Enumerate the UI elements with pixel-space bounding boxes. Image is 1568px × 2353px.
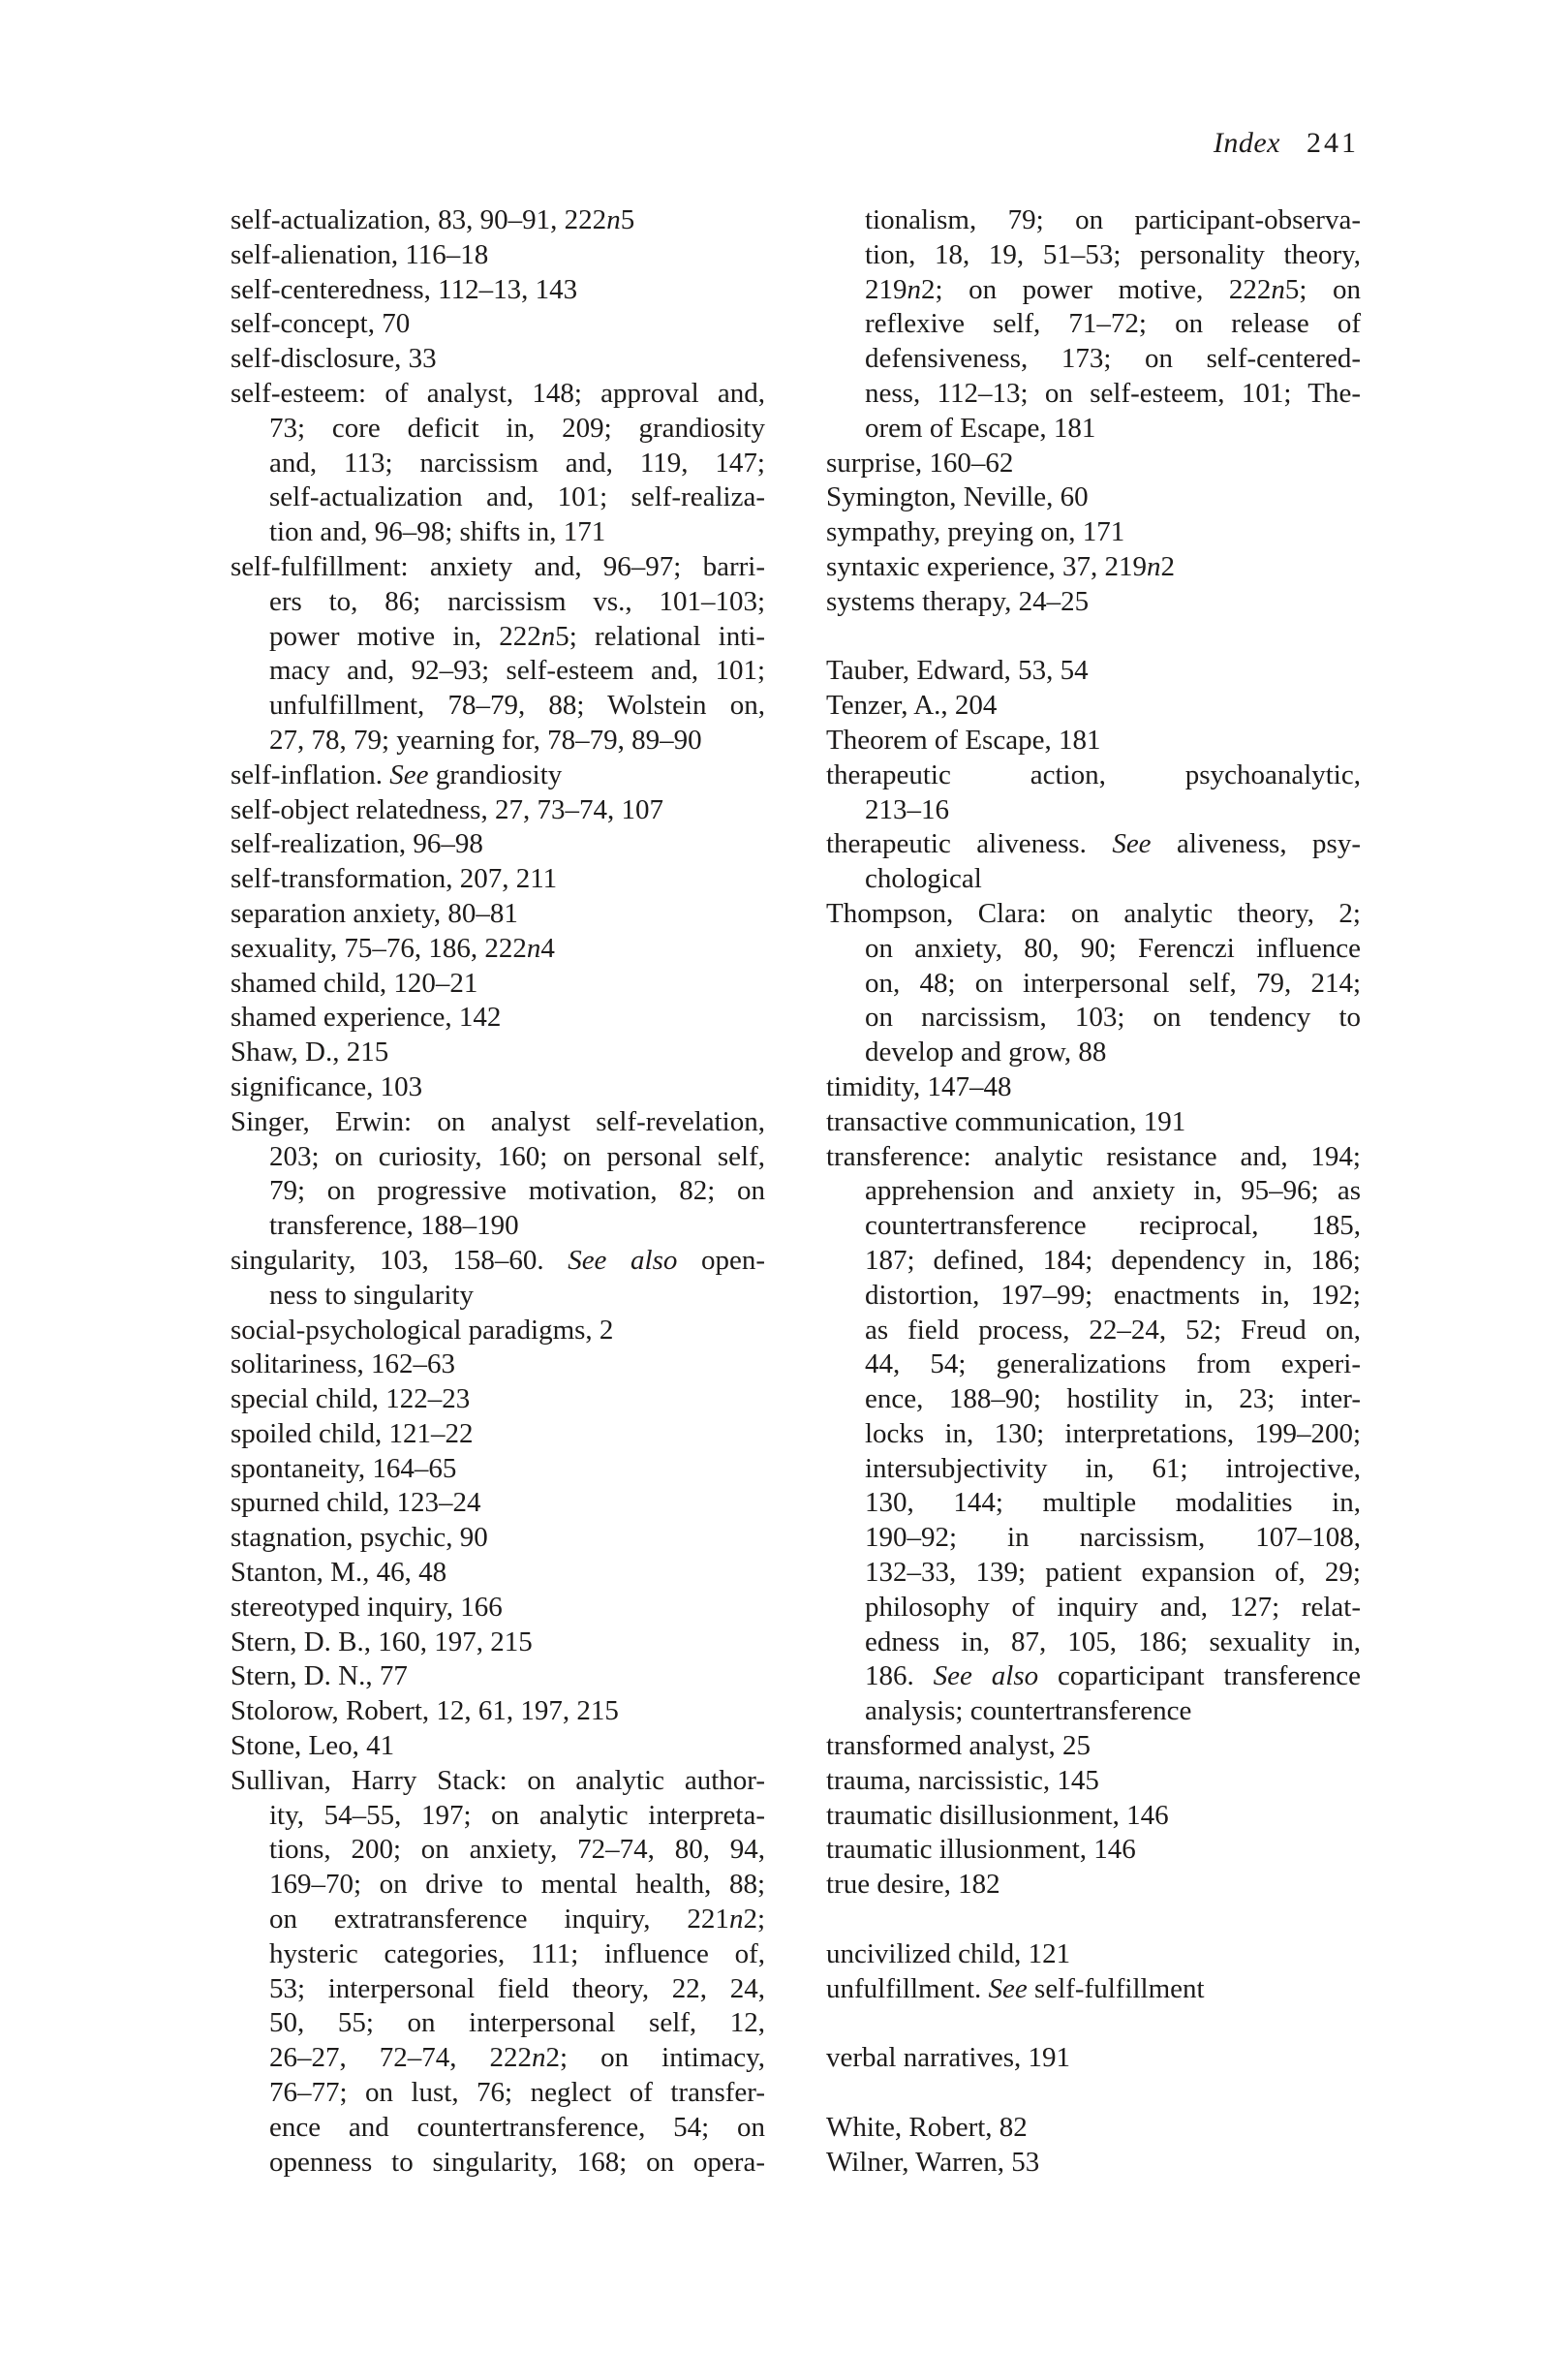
index-line: ity, 54–55, 197; on analytic interpreta-	[269, 1799, 765, 1831]
index-line: 187; defined, 184; dependency in, 186;	[865, 1244, 1361, 1276]
index-line: 79; on progressive motivation, 82; on	[269, 1175, 765, 1207]
index-line: analysis; countertransference	[865, 1695, 1192, 1727]
index-line: therapeutic aliveness. See aliveness, psy-	[826, 828, 1361, 860]
index-line: singularity, 103, 158–60. See also open-	[231, 1244, 765, 1276]
index-line: stagnation, psychic, 90	[231, 1522, 488, 1554]
index-line: intersubjectivity in, 61; introjective,	[865, 1452, 1361, 1484]
index-line: syntaxic experience, 37, 219n2	[826, 550, 1175, 582]
index-line: 53; interpersonal field theory, 22, 24,	[269, 1972, 765, 2004]
index-line: self-object relatedness, 27, 73–74, 107	[231, 793, 663, 825]
index-line: shamed experience, 142	[231, 1002, 502, 1034]
index-line: 169–70; on drive to mental health, 88;	[269, 1869, 765, 1901]
index-line: 44, 54; generalizations from experi-	[865, 1348, 1361, 1380]
index-line: self-fulfillment: anxiety and, 96–97; barri-	[231, 550, 765, 582]
index-line: self-transformation, 207, 211	[231, 863, 558, 895]
index-line: transformed analyst, 25	[826, 1730, 1091, 1762]
index-line: therapeutic action, psychoanalytic,	[826, 759, 1361, 790]
index-line: Thompson, Clara: on analytic theory, 2;	[826, 897, 1361, 929]
index-line: shamed child, 120–21	[231, 967, 478, 999]
index-line: on extratransference inquiry, 221n2;	[269, 1904, 765, 1935]
index-line: traumatic illusionment, 146	[826, 1834, 1136, 1866]
index-column-left	[231, 203, 765, 2180]
index-line: uncivilized child, 121	[826, 1937, 1071, 1969]
index-line: social-psychological paradigms, 2	[231, 1314, 614, 1346]
index-line: 186. See also coparticipant transference	[865, 1660, 1362, 1692]
index-line: ness, 112–13; on self-esteem, 101; The-	[865, 377, 1361, 409]
index-line: Stern, D. N., 77	[231, 1660, 408, 1692]
index-line: reflexive self, 71–72; on release of	[865, 308, 1361, 340]
index-line: transference, 188–190	[269, 1210, 519, 1242]
index-line: separation anxiety, 80–81	[231, 897, 518, 929]
index-line: orem of Escape, 181	[865, 412, 1096, 444]
index-line: unfulfillment. See self-fulfillment	[826, 1972, 1205, 2004]
index-line: spontaneity, 164–65	[231, 1452, 457, 1484]
group-separator	[826, 1903, 1361, 1937]
index-line: White, Robert, 82	[826, 2111, 1028, 2143]
index-line: openness to singularity, 168; on opera-	[269, 2146, 765, 2178]
index-line: special child, 122–23	[231, 1383, 471, 1415]
index-line: self-concept, 70	[231, 308, 411, 340]
group-separator	[826, 2076, 1361, 2111]
index-line: power motive in, 222n5; relational inti-	[269, 620, 765, 652]
index-line: traumatic disillusionment, 146	[826, 1799, 1169, 1831]
index-line: ence and countertransference, 54; on	[269, 2111, 765, 2143]
index-line: locks in, 130; interpretations, 199–200;	[865, 1417, 1361, 1449]
index-line: unfulfillment, 78–79, 88; Wolstein on,	[269, 690, 765, 722]
index-line: Stanton, M., 46, 48	[231, 1557, 447, 1589]
page-header	[1214, 127, 1359, 160]
index-line: 219n2; on power motive, 222n5; on	[865, 273, 1362, 305]
index-line: and, 113; narcissism and, 119, 147;	[269, 447, 765, 479]
index-line: defensiveness, 173; on self-centered-	[865, 343, 1361, 375]
index-line: countertransference reciprocal, 185,	[865, 1210, 1361, 1242]
index-line: verbal narratives, 191	[826, 2042, 1071, 2074]
index-line: solitariness, 162–63	[231, 1348, 455, 1380]
index-line: significance, 103	[231, 1070, 423, 1102]
index-line: transactive communication, 191	[826, 1105, 1186, 1137]
index-line: transference: analytic resistance and, 194;	[826, 1140, 1361, 1172]
index-column-right	[826, 203, 1361, 2180]
index-line: 73; core deficit in, 209; grandiosity	[269, 412, 765, 444]
index-line: tions, 200; on anxiety, 72–74, 80, 94,	[269, 1834, 765, 1866]
index-line: Tenzer, A., 204	[826, 690, 998, 722]
index-line: 213–16	[865, 793, 949, 825]
index-line: ers to, 86; narcissism vs., 101–103;	[269, 585, 765, 617]
index-line: edness in, 87, 105, 186; sexuality in,	[865, 1625, 1361, 1657]
index-line: 26–27, 72–74, 222n2; on intimacy,	[269, 2042, 765, 2074]
index-line: sexuality, 75–76, 186, 222n4	[231, 932, 555, 964]
index-line: Shaw, D., 215	[231, 1037, 389, 1068]
index-line: Singer, Erwin: on analyst self-revelation,	[231, 1105, 765, 1137]
index-line: true desire, 182	[826, 1869, 1000, 1901]
index-line: Stern, D. B., 160, 197, 215	[231, 1625, 533, 1657]
index-line: self-actualization, 83, 90–91, 222n5	[231, 204, 635, 235]
index-line: Wilner, Warren, 53	[826, 2146, 1040, 2178]
index-line: on narcissism, 103; on tendency to	[865, 1002, 1361, 1034]
index-line: self-realization, 96–98	[231, 828, 483, 860]
index-line: on, 48; on interpersonal self, 79, 214;	[865, 967, 1361, 999]
index-line: Sullivan, Harry Stack: on analytic author-	[231, 1764, 765, 1796]
index-line: 190–92; in narcissism, 107–108,	[865, 1522, 1361, 1554]
index-line: trauma, narcissistic, 145	[826, 1764, 1099, 1796]
index-line: ness to singularity	[269, 1279, 475, 1311]
index-line: self-disclosure, 33	[231, 343, 437, 375]
index-line: 76–77; on lust, 76; neglect of transfer-	[269, 2077, 765, 2109]
index-line: self-centeredness, 112–13, 143	[231, 273, 578, 305]
index-line: philosophy of inquiry and, 127; relat-	[865, 1591, 1361, 1623]
index-line: Stolorow, Robert, 12, 61, 197, 215	[231, 1695, 619, 1727]
index-line: Symington, Neville, 60	[826, 481, 1089, 513]
running-header-title: Index	[1213, 127, 1280, 159]
index-line: Tauber, Edward, 53, 54	[826, 655, 1089, 687]
index-line: Theorem of Escape, 181	[826, 724, 1101, 756]
index-line: spoiled child, 121–22	[231, 1417, 474, 1449]
index-line: sympathy, preying on, 171	[826, 516, 1125, 548]
index-line: apprehension and anxiety in, 95–96; as	[865, 1175, 1361, 1207]
index-line: 203; on curiosity, 160; on personal self,	[269, 1140, 765, 1172]
index-line: surprise, 160–62	[826, 447, 1014, 479]
index-line: macy and, 92–93; self-esteem and, 101;	[269, 655, 765, 687]
index-line: 27, 78, 79; yearning for, 78–79, 89–90	[269, 724, 702, 756]
index-line: self-inflation. See grandiosity	[231, 759, 563, 790]
group-separator	[826, 2006, 1361, 2041]
index-line: self-alienation, 116–18	[231, 238, 489, 270]
page-number: 241	[1307, 127, 1359, 159]
index-line: tion and, 96–98; shifts in, 171	[269, 516, 606, 548]
index-line: distortion, 197–99; enactments in, 192;	[865, 1279, 1361, 1311]
index-line: 132–33, 139; patient expansion of, 29;	[865, 1557, 1361, 1589]
index-line: self-esteem: of analyst, 148; approval and,	[231, 377, 765, 409]
index-line: 130, 144; multiple modalities in,	[865, 1487, 1361, 1519]
index-line: ence, 188–90; hostility in, 23; inter-	[865, 1383, 1361, 1415]
index-line: stereotyped inquiry, 166	[231, 1591, 503, 1623]
index-line: tionalism, 79; on participant-observa-	[865, 204, 1361, 235]
index-line: systems therapy, 24–25	[826, 585, 1090, 617]
group-separator	[826, 620, 1361, 655]
index-line: develop and grow, 88	[865, 1037, 1107, 1068]
index-line: hysteric categories, 111; influence of,	[269, 1937, 765, 1969]
index-line: 50, 55; on interpersonal self, 12,	[269, 2007, 765, 2039]
index-line: on anxiety, 80, 90; Ferenczi influence	[865, 932, 1361, 964]
index-line: timidity, 147–48	[826, 1070, 1012, 1102]
index-line: as field process, 22–24, 52; Freud on,	[865, 1314, 1361, 1346]
index-line: tion, 18, 19, 51–53; personality theory,	[865, 238, 1361, 270]
index-line: spurned child, 123–24	[231, 1487, 481, 1519]
index-line: self-actualization and, 101; self-realiza-	[269, 481, 765, 513]
index-line: chological	[865, 863, 982, 895]
index-line: Stone, Leo, 41	[231, 1730, 395, 1762]
